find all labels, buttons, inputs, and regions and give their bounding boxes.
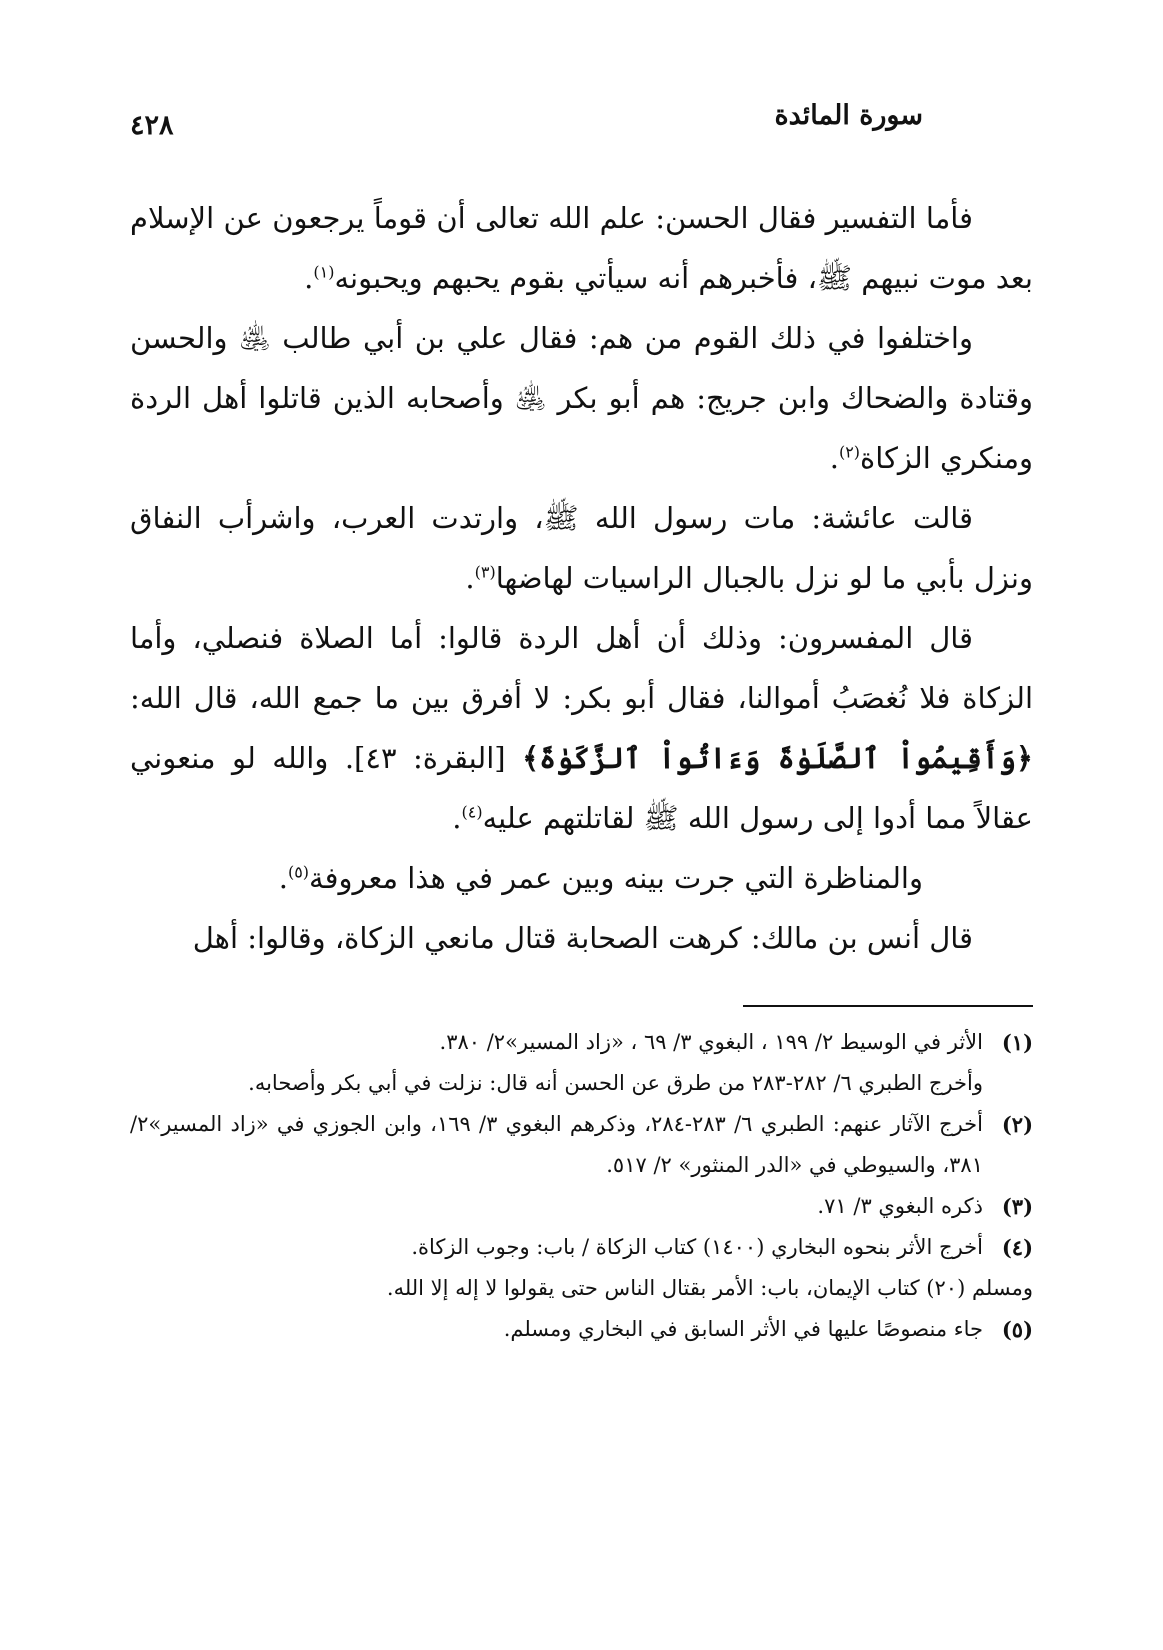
footnote-text: جاء منصوصًا عليها في الأثر السابق في البخاري ومسلم.	[503, 1317, 983, 1341]
footnote-text: الأثر في الوسيط ٢/ ١٩٩ ، البغوي ٣/ ٦٩ ، «زاد المسير»٢/ ٣٨٠.	[439, 1030, 983, 1054]
paragraph-end: .	[829, 441, 839, 475]
footnote-number: (٢)	[1001, 1112, 1033, 1137]
paragraph	[130, 308, 1033, 488]
paragraph-text: واختلفوا في ذلك القوم من هم: فقال علي بن أبي طالب ﵁ والحسن وقتادة والضحاك وابن جريج: هم أبو بكر ﵁ وأصحابه الذين قاتلوا أهل الردة ومنكري الزكاة	[130, 321, 1033, 475]
paragraph-text: والمناظرة التي جرت بينه وبين عمر في هذا معروفة	[309, 861, 923, 895]
footnote-ref: (٣)	[474, 562, 496, 582]
footnote	[130, 1022, 1033, 1104]
paragraph-text: قال أنس بن مالك: كرهت الصحابة قتال مانعي الزكاة، وقالوا: أهل	[192, 921, 973, 955]
page-number: ٤٢٨	[130, 110, 174, 141]
footnote	[130, 1227, 1033, 1309]
footnote-ref: (١)	[313, 262, 335, 282]
surah-title: سورة المائدة	[774, 100, 923, 131]
footnotes	[130, 1022, 1033, 1350]
paragraph-text: قال المفسرون: وذلك أن أهل الردة قالوا: أما الصلاة فنصلي، وأما الزكاة فلا نُغصَبُ أموالنا، فقال أبو بكر: لا أفرق بين ما جمع الله، قال الله:	[130, 621, 1033, 715]
footnote-number: (١)	[1001, 1030, 1033, 1055]
quran-verse: ﴿وَأَقِيمُواْ ٱلصَّلَوٰةَ وَءَاتُواْ ٱلزَّكَوٰةَ﴾	[522, 741, 1034, 775]
footnote-text: وأخرج الطبري ٦/ ٢٨٢-٢٨٣ من طرق عن الحسن أنه قال: نزلت في أبي بكر وأصحابه.	[248, 1071, 983, 1095]
paragraph	[130, 848, 1033, 908]
footnote-ref: (٥)	[287, 862, 310, 882]
paragraph	[130, 608, 1033, 848]
footnote-number: (٣)	[1001, 1194, 1033, 1219]
footnote	[130, 1186, 1033, 1227]
paragraph-text: قالت عائشة: مات رسول الله ﷺ، وارتدت العرب، واشرأب النفاق ونزل بأبي ما لو نزل بالجبال الراسيات لهاضها	[130, 501, 1033, 595]
footnote-text: أخرج الآثار عنهم: الطبري ٦/ ٢٨٣-٢٨٤، وذكرهم البغوي ٣/ ١٦٩، وابن الجوزي في «زاد المسير»٢/ ٣٨١، والسيوطي في «الدر المنثور» ٢/ ٥١٧.	[130, 1112, 983, 1177]
paragraph-end: .	[452, 801, 462, 835]
footnote-text: ذكره البغوي ٣/ ٧١.	[817, 1194, 983, 1218]
paragraph-end: .	[278, 861, 288, 895]
footnote-ref: (٤)	[461, 802, 483, 822]
paragraph-end: .	[304, 261, 314, 295]
footnote-text: ومسلم (٢٠) كتاب الإيمان، باب: الأمر بقتال الناس حتى يقولوا لا إله إلا الله.	[386, 1276, 1033, 1300]
paragraph	[130, 188, 1033, 308]
footnote	[130, 1309, 1033, 1350]
footnote	[130, 1104, 1033, 1186]
footnote-number: (٤)	[1001, 1235, 1033, 1260]
paragraph	[130, 488, 1033, 608]
main-text	[130, 188, 1033, 968]
footnote-number: (٥)	[1001, 1317, 1033, 1342]
footnote-text: أخرج الأثر بنحوه البخاري (١٤٠٠) كتاب الزكاة / باب: وجوب الزكاة.	[411, 1235, 983, 1259]
paragraph-text: [البقرة: ٤٣]. والله لو منعوني عقالاً مما أدوا إلى رسول الله ﷺ لقاتلتهم عليه	[130, 741, 1033, 835]
paragraph	[130, 908, 1033, 968]
paragraph-end: .	[465, 561, 475, 595]
footnote-ref: (٢)	[838, 442, 861, 462]
paragraph-text: فأما التفسير فقال الحسن: علم الله تعالى أن قوماً يرجعون عن الإسلام بعد موت نبيهم ﷺ، فأخبرهم أنه سيأتي بقوم يحبهم ويحبونه	[130, 201, 1033, 295]
footnote-divider	[743, 1005, 1033, 1007]
page-header	[130, 100, 1033, 150]
